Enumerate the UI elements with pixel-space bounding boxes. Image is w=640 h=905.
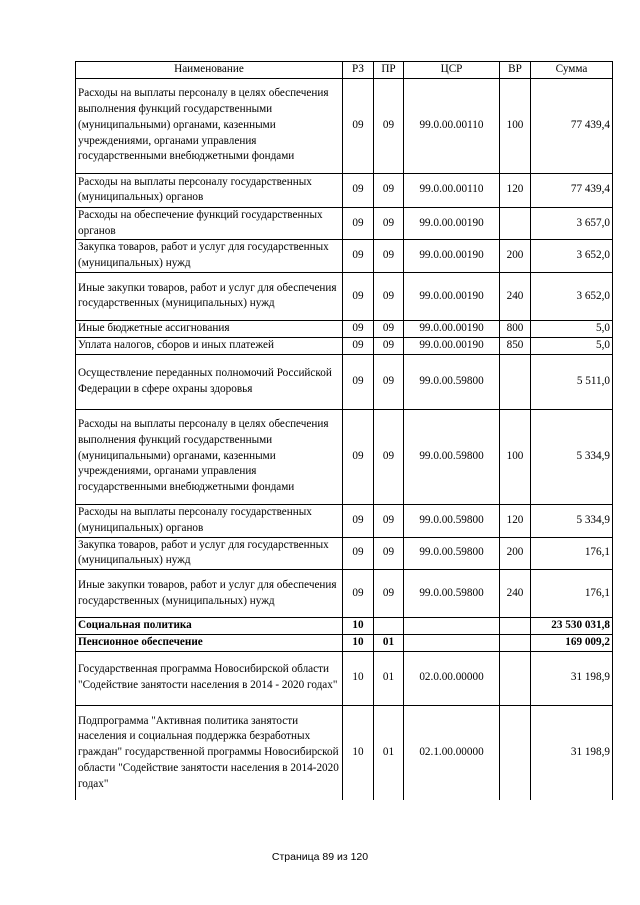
row-pr: 09 (374, 409, 404, 504)
row-sum: 5 511,0 (531, 354, 613, 409)
row-name: Закупка товаров, работ и услуг для государственных (муниципальных) нужд (76, 537, 343, 570)
row-name: Осуществление переданных полномочий Российской Федерации в сфере охраны здоровья (76, 354, 343, 409)
row-pr: 09 (374, 272, 404, 320)
header-pr: ПР (374, 62, 404, 79)
header-vr: ВР (500, 62, 531, 79)
table-row (76, 272, 613, 320)
row-rz: 09 (343, 320, 374, 337)
row-rz: 09 (343, 504, 374, 537)
row-vr (500, 651, 531, 705)
row-pr: 09 (374, 207, 404, 240)
row-vr: 120 (500, 504, 531, 537)
row-sum: 31 198,9 (531, 705, 613, 800)
row-pr: 09 (374, 537, 404, 570)
row-rz: 09 (343, 272, 374, 320)
page-footer: Страница 89 из 120 (271, 851, 369, 863)
table-row (76, 207, 613, 240)
row-name: Уплата налогов, сборов и иных платежей (76, 337, 343, 354)
row-name: Подпрограмма "Активная политика занятости населения и социальная поддержка безработных граждан" государственной программы Новосибирской области "Содействие занятости населения в 2014-2020 годах" (76, 705, 343, 800)
row-rz: 09 (343, 337, 374, 354)
row-vr (500, 354, 531, 409)
row-csr: 99.0.00.59800 (404, 537, 500, 570)
row-rz: 09 (343, 173, 374, 207)
row-pr: 01 (374, 705, 404, 800)
table-row (76, 618, 613, 635)
row-csr (404, 618, 500, 635)
row-rz: 09 (343, 78, 374, 173)
row-sum: 3 652,0 (531, 240, 613, 273)
row-pr: 09 (374, 570, 404, 618)
row-vr: 800 (500, 320, 531, 337)
row-pr (374, 618, 404, 635)
row-rz: 10 (343, 651, 374, 705)
row-csr: 99.0.00.00110 (404, 173, 500, 207)
row-rz: 09 (343, 409, 374, 504)
row-name: Закупка товаров, работ и услуг для государственных (муниципальных) нужд (76, 240, 343, 273)
table-header-row (76, 62, 613, 79)
row-pr: 09 (374, 354, 404, 409)
row-sum: 3 652,0 (531, 272, 613, 320)
row-rz: 09 (343, 240, 374, 273)
header-csr: ЦСР (404, 62, 500, 79)
row-vr (500, 634, 531, 651)
row-sum: 5,0 (531, 337, 613, 354)
row-pr: 09 (374, 504, 404, 537)
row-csr: 02.0.00.00000 (404, 651, 500, 705)
row-rz: 10 (343, 618, 374, 635)
row-pr: 09 (374, 320, 404, 337)
row-name: Социальная политика (76, 618, 343, 635)
row-vr: 850 (500, 337, 531, 354)
row-vr: 120 (500, 173, 531, 207)
row-csr (404, 634, 500, 651)
row-name: Пенсионное обеспечение (76, 634, 343, 651)
row-pr: 09 (374, 173, 404, 207)
row-sum: 77 439,4 (531, 173, 613, 207)
row-sum: 5 334,9 (531, 504, 613, 537)
table-row (76, 78, 613, 173)
row-csr: 99.0.00.59800 (404, 570, 500, 618)
row-csr: 99.0.00.59800 (404, 504, 500, 537)
row-csr: 99.0.00.00190 (404, 337, 500, 354)
table-row (76, 651, 613, 705)
row-sum: 5,0 (531, 320, 613, 337)
budget-table (75, 61, 613, 800)
row-sum: 5 334,9 (531, 409, 613, 504)
header-name: Наименование (76, 62, 343, 79)
row-csr: 99.0.00.00190 (404, 320, 500, 337)
row-rz: 09 (343, 570, 374, 618)
row-vr (500, 207, 531, 240)
row-name: Расходы на выплаты персоналу государственных (муниципальных) органов (76, 504, 343, 537)
row-vr: 240 (500, 272, 531, 320)
row-pr: 01 (374, 651, 404, 705)
row-sum: 176,1 (531, 537, 613, 570)
table-row (76, 173, 613, 207)
row-vr: 200 (500, 537, 531, 570)
table-row (76, 634, 613, 651)
row-pr: 09 (374, 78, 404, 173)
row-sum: 31 198,9 (531, 651, 613, 705)
row-pr: 01 (374, 634, 404, 651)
header-rz: РЗ (343, 62, 374, 79)
row-csr: 99.0.00.59800 (404, 409, 500, 504)
table-row (76, 409, 613, 504)
row-name: Государственная программа Новосибирской области "Содействие занятости населения в 2014 - 2020 годах" (76, 651, 343, 705)
row-csr: 99.0.00.00110 (404, 78, 500, 173)
row-pr: 09 (374, 337, 404, 354)
row-sum: 3 657,0 (531, 207, 613, 240)
row-csr: 02.1.00.00000 (404, 705, 500, 800)
table-row (76, 240, 613, 273)
row-csr: 99.0.00.59800 (404, 354, 500, 409)
row-name: Расходы на выплаты персоналу в целях обеспечения выполнения функций государственными (муниципальными) органами, казенными учреждениями, органами управления государственными внебюджетными фондами (76, 78, 343, 173)
row-name: Иные закупки товаров, работ и услуг для обеспечения государственных (муниципальных) нужд (76, 570, 343, 618)
row-rz: 09 (343, 207, 374, 240)
row-vr (500, 705, 531, 800)
row-name: Расходы на выплаты персоналу в целях обеспечения выполнения функций государственными (муниципальными) органами, казенными учреждениями, органами управления государственными внебюджетными фондами (76, 409, 343, 504)
row-sum: 176,1 (531, 570, 613, 618)
row-sum: 169 009,2 (531, 634, 613, 651)
row-rz: 09 (343, 537, 374, 570)
row-vr: 100 (500, 78, 531, 173)
row-vr: 240 (500, 570, 531, 618)
table-row (76, 537, 613, 570)
row-name: Расходы на обеспечение функций государственных органов (76, 207, 343, 240)
row-csr: 99.0.00.00190 (404, 240, 500, 273)
row-vr: 200 (500, 240, 531, 273)
row-name: Иные бюджетные ассигнования (76, 320, 343, 337)
row-pr: 09 (374, 240, 404, 273)
row-sum: 77 439,4 (531, 78, 613, 173)
table-row (76, 320, 613, 337)
row-csr: 99.0.00.00190 (404, 207, 500, 240)
row-name: Иные закупки товаров, работ и услуг для обеспечения государственных (муниципальных) нужд (76, 272, 343, 320)
row-rz: 10 (343, 634, 374, 651)
table-row (76, 570, 613, 618)
row-rz: 10 (343, 705, 374, 800)
row-csr: 99.0.00.00190 (404, 272, 500, 320)
row-rz: 09 (343, 354, 374, 409)
table-row (76, 705, 613, 800)
row-vr: 100 (500, 409, 531, 504)
table-row (76, 354, 613, 409)
table-row (76, 337, 613, 354)
table-row (76, 504, 613, 537)
row-vr (500, 618, 531, 635)
row-sum: 23 530 031,8 (531, 618, 613, 635)
header-sum: Сумма (531, 62, 613, 79)
row-name: Расходы на выплаты персоналу государственных (муниципальных) органов (76, 173, 343, 207)
